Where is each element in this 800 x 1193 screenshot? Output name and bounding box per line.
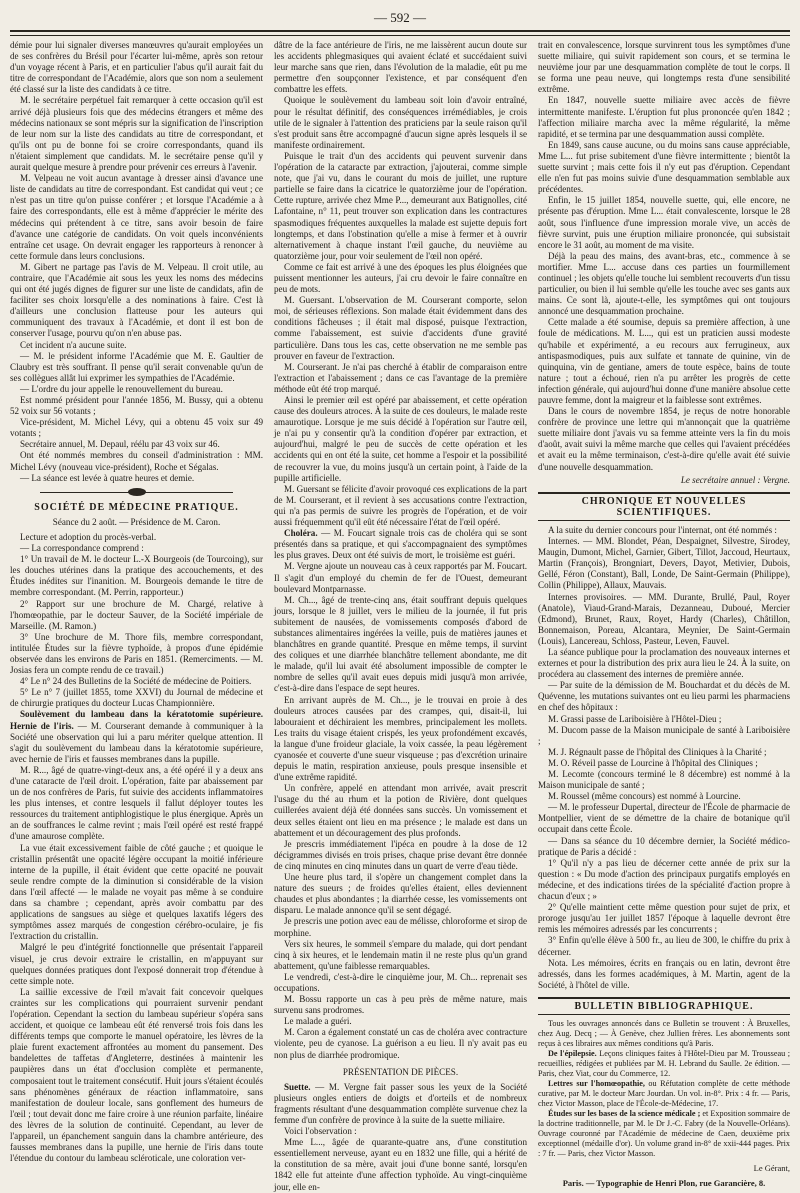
- section-title: SOCIÉTÉ DE MÉDECINE PRATIQUE.: [34, 501, 239, 513]
- paragraph: Vice-président, M. Michel Lévy, qui a obtenu 45 voix sur 49 votants ;: [10, 417, 263, 439]
- section-title: BULLETIN BIBLIOGRAPHIQUE.: [538, 997, 790, 1015]
- paragraph: Le malade a guéri.: [284, 1016, 352, 1027]
- paragraph: — Par suite de la démission de M. Bouchardat et du décès de M. Quévenne, les mutations suivantes ont eu lieu parmi les pharmaciens en chef des hôpitaux :: [538, 680, 790, 713]
- paragraph-body: — M. Foucart signale trois cas de choléra qui se sont présentés dans sa pratique, et qui s'accompagnaient des symptômes les plus graves. Deux ont été suivis de mort, le troisième est guéri.: [274, 528, 527, 561]
- signature-line: Le secrétaire annuel : Vergne.: [680, 474, 790, 485]
- paragraph: Cet incident n'a aucune suite.: [20, 339, 127, 350]
- paragraph: [274, 1082, 527, 1126]
- paragraph-body: ou Réfutation complète de cette méthode curative, par M. le docteur Marc Jourdan. Un vol. in-8°. Prix : 4 fr. — Paris, chez Victor Masson, place de l'École-de-Médecine, 17.: [538, 1078, 790, 1108]
- paragraph: — L'ordre du jour appelle le renouvellement du bureau.: [20, 383, 223, 394]
- paragraph: Voici l'observation :: [284, 1126, 357, 1137]
- column-1: [10, 40, 263, 1164]
- header-rule: [10, 30, 790, 36]
- paragraph: 3° Une brochure de M. Thore fils, membre correspondant, intitulée Études sur la fièvre typhoïde, à propos d'une épidémie observée dans les environs de Paris en 1851. (Remerciments. — M. Josias fera un compte rendu de ce travail.): [10, 631, 263, 676]
- paragraph: La saillie excessive de l'œil m'avait fait concevoir quelques craintes sur les complications qui pourraient survenir pendant l'opération. Cependant la section du lambeau supérieur s'opéra sans accident, et quoique ce lambeau eût été renversé trois fois dans les différents temps que comporte le manuel opératoire, les lèvres de la plaie furent exactement affrontées au moment du pansement. Des bandelettes de taffetas d'Angleterre, destinées à maintenir les paupières dans un état d'occlusion complète et permanente, composaient tout le traitement consécutif. Huit jours s'étaient écoulés sans phénomènes généraux de réaction inflammatoire, sans manifestation de douleur locale, sans gonflement des humeurs de l'œil ; tout devait donc me faire croire à une réunion parfaite, linéaire des lèvres de la solution de continuité. Cependant, au lever de l'appareil, un épanchement sanguin dans la chambre antérieure, des fausses membranes dans la pupille, une hernie de l'iris dans toute l'étendue du contour du lambeau scléroticale, une coloration ver-: [10, 986, 263, 1164]
- printer-line: Paris. — Typographie de Henri Plon, rue Garancière, 8.: [562, 1178, 766, 1189]
- paragraph: [10, 709, 263, 764]
- paragraph: M. R..., âgé de quatre-vingt-deux ans, a été opéré il y a deux ans d'une cataracte de l'œil droit. L'opération, faite par abaissement par un de nos confrères de Paris, fut suivie des accidents inflammatoires les plus intenses, et contre lesquels il fallut déployer toutes les ressources du traitement antiphlogistique le plus énergique. Après un an de souffrances le calme revint ; mais l'œil opéré est resté frappé d'une amaurose complète.: [10, 764, 263, 842]
- paragraph-lead: Suette.: [284, 1081, 311, 1092]
- paragraph: démie pour lui signaler diverses manœuvres qu'aurait employées un de ses confrères du Brésil pour l'écarter lui-même, après son retour d'un voyage récent à Paris, et en particulier l'abus qu'il aurait fait du titre de correspondant de l'Académie, alors que son nom a seulement été classé sur la liste des candidats à ce titre.: [10, 40, 263, 95]
- paragraph: — M. le professeur Dupertal, directeur de l'École de pharmacie de Montpellier, vient de se démettre de la chaire de botanique qu'il occupait dans cette École.: [538, 802, 790, 835]
- paragraph: M. Ducom passe de la Maison municipale de santé à Lariboisière ;: [538, 724, 790, 746]
- section-title: CHRONIQUE ET NOUVELLES SCIENTIFIQUES.: [538, 492, 790, 521]
- paragraph: Cette malade a été soumise, depuis sa première affection, à une foule de médications. M. L..., qui est un praticien aussi modeste qu'habile et expérimenté, a eu recours aux ferrugineux, aux antispasmodiques, puis aux sulfate et tannate de quinine, vin de quinquina, vin de gentiane, amers de toute espèce, bains de toute nature ; tout a échoué, rien n'a pu arrêter les progrès de cette infection générale, qui aujourd'hui donne d'une manière absolue cette pauvre femme, dont la maigreur et la faiblesse sont extrêmes.: [538, 317, 790, 405]
- paragraph: M. O. Réveil passe de Lourcine à l'hôpital des Cliniques ;: [548, 757, 758, 768]
- paragraph: Je prescris une potion avec eau de mélisse, chloroforme et sirop de morphine.: [274, 916, 527, 938]
- paragraph: 2° Qu'elle maintient cette même question pour sujet de prix, et proroge jusqu'au 1er juillet 1857 l'époque à laquelle devront être remis les mémoires adressés par les concurrents ;: [538, 902, 790, 935]
- paragraph: Secrétaire annuel, M. Depaul, réélu par 43 voix sur 46.: [20, 439, 220, 450]
- paragraph: 4° Le n° 24 des Bulletins de la Société de médecine de Poitiers.: [20, 676, 252, 687]
- paragraph: M. Caron a également constaté un cas de choléra avec contracture violente, peu de cyanose. La guérison a eu lieu. Il n'y avait pas eu non plus de diarrhée prodromique.: [274, 1027, 527, 1060]
- paragraph: Internes provisoires. — MM. Durante, Brullé, Paul, Royer (Anatole), Viaud-Grand-Marais, Dezanneau, Duboué, Mercier (Edmond), Brunet, Raux, Royet, Hardy (Charles), Châtillon, Bonnemaison, Poreau, Alcantara, Meynier, De Saint-Germain (Louis), Lancereau, Schloss, Pasteur, Leven, Fauvel.: [538, 591, 790, 646]
- paragraph: trait en convalescence, lorsque survinrent tous les symptômes d'une suette miliaire, qui suivit rapidement son cours, et se termina le neuvième jour par une desquammation complète de tout le corps. Il se forma une peau neuve, qui longtemps resta d'une sensibilité extrême.: [538, 40, 790, 95]
- separator-ornament: [10, 490, 263, 496]
- paragraph: En arrivant auprès de M. Ch..., je le trouvai en proie à des douleurs atroces causées par des crampes, qui, disait-il, lui labouraient et déchiraient les membres, principalement les mollets. Les traits du visage étaient crispés, les yeux profondément excavés, la langue d'une froideur glaciale, la voix cassée, la peau légèrement cyanosée et couverte d'une sueur visqueuse ; pas d'excrétion urinaire depuis le matin, respiration anxieuse, pouls presque insensible et d'une extrême rapidité.: [274, 694, 527, 783]
- paragraph: 5° Le n° 7 (juillet 1855, tome XXVI) du Journal de médecine et de chirurgie pratiques du docteur Lucas Championnière.: [10, 687, 263, 709]
- column-2: [274, 40, 528, 1192]
- paragraph: La vue était excessivement faible de côté gauche ; et quoique le cristallin présentât une opacité légère occupant la moitié inférieure interne de la pupille, il était évident que cette opacité ne pouvait seule rendre compte de la diminution si considérable de la vision dans l'œil affecté — le malade ne voyait pas même à se conduire dans sa chambre ; cependant, après avoir combattu par des applications de sangsues au siège et quelques laxatifs légers des symptômes assez marqués de congestion cérébro-oculaire, je fis l'extraction du cristallin.: [10, 842, 263, 942]
- paragraph: 2° Rapport sur une brochure de M. Chargé, relative à l'homœopathie, par le docteur Sauver, de la Société impériale de Marseille. (M. Ramon.): [10, 598, 263, 631]
- paragraph: — La séance est levée à quatre heures et demie.: [20, 472, 195, 483]
- paragraph: M. Guersant se félicite d'avoir provoqué ces explications de la part de M. Courserant, et il revient à ses accusations contre l'extraction, qui n'a pas permis de suivre les progrès de l'opération, et de voir aussi fréquemment qu'il eût été nécessaire l'état de l'œil opéré.: [274, 483, 527, 528]
- paragraph: Une heure plus tard, il s'opère un changement complet dans la nature des sueurs ; de froides qu'elles étaient, elles deviennent chaudes et plus abondantes ; la diarrhée cesse, les vomissements ont disparu. Le malade annonce qu'il se sent dégagé.: [274, 872, 527, 916]
- paragraph: [538, 1079, 790, 1109]
- paragraph: [538, 1049, 790, 1079]
- newspaper-page: [8, 0, 792, 1192]
- paragraph: Mme L..., âgée de quarante-quatre ans, d'une constitution essentiellement nerveuse, ayant eu en 1832 une fille, qui a hérité de la constitution de sa mère, avait joui d'une bonne santé, lorsqu'en 1842 elle fut atteinte d'une affection typhoïde. Au vingt-cinquième jour, elle en-: [274, 1137, 527, 1192]
- paragraph: Est nommé président pour l'année 1856, M. Bussy, qui a obtenu 52 voix sur 56 votants ;: [10, 395, 263, 417]
- paragraph: Vers six heures, le sommeil s'empare du malade, qui dort pendant cinq à six heures, et le lendemain matin il ne reste plus qu'un grand abattement, qu'une faiblesse remarquables.: [274, 938, 527, 971]
- paragraph-lead: Choléra.: [284, 528, 318, 539]
- paragraph-lead: Soulèvement du lambeau dans la kératotomie supérieure. Hernie de l'iris.: [10, 709, 263, 731]
- paragraph: 1° Un travail de M. le docteur L.-X Bourgeois (de Tourcoing), sur les douches utérines dans la pratique des accouchements, et des Études inédites sur l'inanition. M. Bourgeois demande le titre de membre correspondant. (M. Perrin, rapporteur.): [10, 554, 263, 598]
- paragraph: M. Grassi passe de Lariboisière à l'Hôtel-Dieu ;: [548, 713, 722, 724]
- paragraph: Un confrère, appelé en attendant mon arrivée, avait prescrit l'usage du thé au rhum et la potion de Rivière, dont quelques cuillerées avaient déjà été données sans succès. Un vomissement et deux selles étaient ont lieu en ma présence ; le malade est dans un abattement et un découragement des plus profonds.: [274, 783, 527, 838]
- paragraph: Malgré le peu d'intégrité fonctionnelle que présentait l'appareil visuel, je crus devoir extraire le cristallin, en m'appuyant sur quelques données pratiques dont l'exposé donnerait trop d'étendue à cette simple note.: [10, 942, 263, 986]
- paragraph: Puisque le trait d'un des accidents qui peuvent survenir dans l'opération de la cataracte par extraction, j'ajouterai, comme simple note, que j'ai vu, dans le courant du mois de juillet, une rupture partielle se faire dans la cicatrice le quatorzième jour de l'opération. Cette rupture, arrivée chez Mme P..., demeurant aux Batignolles, cité Lafontaine, n° 11, peut trouver son explication dans les contractures spasmodiques fréquentes auxquelles la malade est sujette depuis fort longtemps, et dans l'obstination qu'elle a mise à fermer et à ouvrir alternativement à chaque instant l'œil gauche, du neuvième au quatorzième jour, pour voir seulement de l'œil non opéré.: [274, 150, 527, 261]
- paragraph: M. le secrétaire perpétuel fait remarquer à cette occasion qu'il est arrivé déjà plusieurs fois que des médecins étrangers et même des médecins nationaux se sont mépris sur la signification de l'inscription de leur nom sur la liste des candidats au titre de correspondant, et qu'ils ont pu de bonne foi se croire correspondants, quand ils n'étaient simplement que candidats. M. le secrétaire pense qu'il y aurait quelque mesure à prendre pour prévenir ces erreurs à l'avenir.: [10, 95, 263, 173]
- paragraph: dâtre de la face antérieure de l'iris, ne me laissèrent aucun doute sur les accidents phlegmasiques qui avaient éclaté et succédaient suivi leur marche sans que rien, dans l'évolution de la maladie, eût pu me permettre d'en soupçonner l'existence, et par conséquent d'en combattre les effets.: [274, 40, 527, 95]
- paragraph-body: et Exposition sommaire de la doctrine traditionnelle, par M. le Dr J.-C. Fabry (de la Nouvelle-Orléans). Ouvrage couronné par l'Académie de médecine de Caen, deuxième prix exceptionnel (médaille d'or). Un volume grand in-8° de xxii-444 pages. Prix : 7 fr. — Paris, chez Victor Masson.: [538, 1108, 790, 1158]
- paragraph: Ont été nommés membres du conseil d'administration : MM. Michel Lévy (nouveau vice-président), Roche et Ségalas.: [10, 450, 263, 472]
- paragraph-lead: Études sur les bases de la science médicale ;: [548, 1108, 701, 1118]
- paragraph: La séance publique pour la proclamation des nouveaux internes et externes et pour la distribution des prix aura lieu le 24. À la suite, on procédera au classement des internes de première année.: [538, 646, 790, 680]
- section-subtitle: Séance du 2 août. — Présidence de M. Caron.: [52, 516, 221, 527]
- paragraph: 3° Enfin qu'elle élève à 500 fr., au lieu de 300, le chiffre du prix à décerner.: [538, 935, 790, 957]
- gerant-label: Le Gérant,: [753, 1162, 790, 1173]
- paragraph: Enfin, le 15 juillet 1854, nouvelle suette, qui, elle encore, ne présente pas d'éruption. Mme L... était convalescente, lorsque le 28 août, sous l'influence d'une impression morale vive, un accès de fièvre survint, puis une éruption miliaire prononcée, qui subsistait encore le 31 août, au moment de ma visite.: [538, 195, 790, 250]
- paragraph: Lecture et adoption du procès-verbal.: [20, 531, 157, 542]
- paragraph: Comme ce fait est arrivé à une des époques les plus éloignées que puissent mentionner les auteurs, j'ai cru devoir le faire connaître en peu de mots.: [274, 261, 527, 295]
- paragraph: M. Gibert ne partage pas l'avis de M. Velpeau. Il croit utile, au contraire, que l'Académie ait sous les yeux les noms des médecins qui ont été jugés dignes de figurer sur une liste de candidats, afin de faciliter ses choix lorsqu'elle a des nominations à faire. C'est là d'ailleurs une conclusion flatteuse pour les auteurs qui communiquent des travaux à l'Académie, et dont il est bon de conserver l'usage, pourvu qu'on n'en abuse pas.: [10, 261, 263, 339]
- paragraph: Quoique le soulèvement du lambeau soit loin d'avoir entraîné, pour le résultat définitif, des conséquences irrémédiables, je crois utile de le signaler à l'attention des praticiens par la seule raison qu'il s'est produit sans être accompagné d'aucun signe après lesquels il se manifeste ordinairement.: [274, 95, 527, 150]
- paragraph: 1° Qu'il n'y a pas lieu de décerner cette année de prix sur la question : « Du mode d'action des principaux purgatifs employés en médecine, et des indications tirées de la spécialité d'action propre à chacun d'eux ; »: [538, 857, 790, 902]
- paragraph: — M. le président informe l'Académie que M. E. Gaultier de Claubry est très souffrant. Il pense qu'il serait convenable qu'un de ses collègues allât lui exprimer les sympathies de l'Académie.: [10, 350, 263, 383]
- page-number: — 592 —: [374, 10, 426, 25]
- paragraph-body: — M. Courserant demande à communiquer à la Société une observation qui lui a paru mériter quelque attention. Il s'agit du soulèvement du lambeau dans la kératotomie supérieure, avec hernie de l'iris et fausses membranes dans la pupille.: [10, 720, 263, 764]
- paragraph-body: — M. Vergne fait passer sous les yeux de la Société plusieurs ongles entiers de doigts et d'orteils et de nombreux fragments résultant d'une desquammation complète survenue chez la femme d'un confrère de province à la suite de la suette miliaire.: [274, 1081, 527, 1125]
- paragraph: En 1849, sans cause aucune, ou du moins sans cause appréciable, Mme L... fut prise subitement d'une fièvre intermittente ; bientôt la suette survint ; mais cette fois il n'y eut pas d'éruption. Cependant elle n'en fut pas moins suivie d'une desquammation semblable aux précédentes.: [538, 139, 790, 195]
- paragraph: En 1847, nouvelle suette miliaire avec accès de fièvre intermittente manifeste. L'éruption fut plus prononcée qu'en 1842 ; l'affection miliaire marcha avec la même régularité, la même rapidité, et se termina par une desquammation aussi complète.: [538, 95, 790, 139]
- paragraph: Déjà la peau des mains, des avant-bras, etc., commence à se mortifier. Mme L... accuse dans ces parties un fourmillement continuel ; les objets qu'elle touche lui semblent recouverts d'un tissu particulier, ou bien il lui semble qu'elle les touche avec ses gants aux mains. Ce sont là, ajoute-t-elle, les symptômes qui ont toujours annoncé une desquammation prochaine.: [538, 250, 790, 317]
- paragraph: Internes. — MM. Blondet, Péan, Despaignet, Silvestre, Sirodey, Maugin, Dumont, Michel, Garnier, Gibert, Tillot, Jaccoud, Heurtaux, Martin (François), Brongniart, Devers, Dayot, Metivier, Dubois, Gellé, Féron (Constant), Ball, Londe, De Saint-Germain (Philippe), Collin (Philippe), Allaux, Mauvais.: [538, 536, 790, 591]
- column-3: [538, 40, 791, 1189]
- paragraph-body: Leçons cliniques faites à l'Hôtel-Dieu par M. Trousseau ; recueillies, rédigées et publiées par M. H. Lebrand du Saulle. 2e édition. — Paris, chez Viat, cour du Commerce, 12.: [538, 1048, 791, 1078]
- paragraph: — Dans sa séance du 10 décembre dernier, la Société médico-pratique de Paris a décidé :: [538, 835, 790, 857]
- paragraph: M. Velpeau ne voit aucun avantage à dresser ainsi d'avance une liste de candidats au titre de correspondant. Est candidat qui veut ; ce n'est pas un titre qu'on puisse conférer ; et lorsque l'Académie a à faire des correspondants, elle est à même d'apprécier le mérite des médecins qui prétendent à ce titre, sans avoir besoin de faire d'avance une catégorie de candidats. On voit quels inconvénients entraîne cet usage. On devrait engager les rapporteurs à renoncer à cette formule dans leurs conclusions.: [10, 173, 263, 261]
- paragraph: M. J. Régnault passe de l'hôpital des Cliniques à la Charité ;: [548, 746, 767, 757]
- paragraph: Dans le cours de novembre 1854, je reçus de notre honorable confrère de province une lettre qui m'annonçait que la quatrième suette miliaire dont j'avais vu sa femme atteinte vers la fin du mois d'août, avait suivi la même marche que celles qui l'avaient précédées et avait eu la même terminaison, c'est-à-dire qu'elle avait été suivie d'une nouvelle desquammation.: [538, 406, 790, 472]
- paragraph: [538, 1109, 790, 1159]
- paragraph: Je prescris immédiatement l'ipéca en poudre à la dose de 12 décigrammes divisés en trois prises, chaque prise devant être donnée de cinq minutes en cinq minutes dans un quart de verre d'eau tiède.: [274, 838, 527, 871]
- page-header: [8, 10, 792, 26]
- paragraph: M. Guersant. L'observation de M. Courserant comporte, selon moi, de sérieuses réflexions. Son malade était évidemment dans des conditions fâcheuses ; il était mal disposé, puisque l'extraction, comme l'abaissement, est suivie d'accidents d'une gravité particulière. Dans tous les cas, cette observation ne me semble pas prouver en faveur de l'extraction.: [274, 295, 527, 361]
- paragraph: M. Lecomte (concours terminé le 8 décembre) est nommé à la Maison municipale de santé ;: [538, 769, 790, 791]
- paragraph: A la suite du dernier concours pour l'internat, ont été nommés :: [548, 524, 777, 535]
- paragraph: Tous les ouvrages annoncés dans ce Bulletin se trouvent : À Bruxelles, chez Aug. Decq ; — À Genève, chez Jullien frères. Les abonnements sont reçus à ces libraires aux mêmes conditions qu'à Paris.: [538, 1018, 790, 1048]
- paragraph: [274, 528, 527, 561]
- paragraph: M. Bossu rapporte un cas à peu près de même nature, mais survenu sans prodromes.: [274, 994, 527, 1016]
- paragraph-lead: Lettres sur l'homœopathie,: [548, 1078, 645, 1088]
- paragraph-lead: De l'épilepsie.: [548, 1048, 597, 1058]
- subsection-title: PRÉSENTATION DE PIÈCES.: [342, 1066, 459, 1077]
- paragraph: — La correspondance comprend :: [20, 543, 144, 554]
- paragraph: M. Roussel (même concours) est nommé à Lourcine.: [548, 791, 741, 802]
- paragraph: M. Ch..., âgé de trente-cinq ans, était souffrant depuis quelques jours, lorsque le 8 juillet, vers le milieu de la journée, il fut pris subitement de nausées, de vomissements composés d'abord de substances alimentaires ingérées la veille, puis de matières jaunes et blanchâtres en grande quantité. Presque en même temps, il survint des coliques et une diarrhée blanchâtre tellement abondante, me dit le malade, qu'il lui avait été absolument impossible de compter le nombre de selles qu'il avait eues depuis midi jusqu'à mon arrivée, c'est-à-dire dans l'espace de sept heures.: [274, 594, 527, 694]
- paragraph: Ainsi le premier œil est opéré par abaissement, et cette opération cause des douleurs atroces. À la suite de ces douleurs, le malade reste amaurotique. Lorsque je me suis décidé à l'opération sur l'autre œil, je n'ai pu y consentir qu'à la condition d'opérer par extraction, et aujourd'hui, malgré le peu de succès de cette opération et les accidents qui en ont été la suite, cet homme a l'espoir et la possibilité de recouvrer la vue, du moins jusqu'à un certain point, à l'aide de la pupille artificielle.: [274, 395, 528, 483]
- paragraph: Nota. Les mémoires, écrits en français ou en latin, devront être adressés, dans les formes académiques, à M. Martin, agent de la Société, à l'hôtel de ville.: [538, 957, 790, 990]
- paragraph: Le vendredi, c'est-à-dire le cinquième jour, M. Ch... reprenait ses occupations.: [274, 971, 527, 993]
- paragraph: M. Courserant. Je n'ai pas cherché à établir de comparaison entre l'extraction et l'abaissement ; dans ce cas l'avantage de la première méthode eût été trop marqué.: [274, 361, 527, 394]
- paragraph: M. Vergne ajoute un nouveau cas à ceux rapportés par M. Foucart. Il s'agit d'un employé du chemin de fer de l'Ouest, demeurant boulevard Montparnasse.: [274, 561, 527, 594]
